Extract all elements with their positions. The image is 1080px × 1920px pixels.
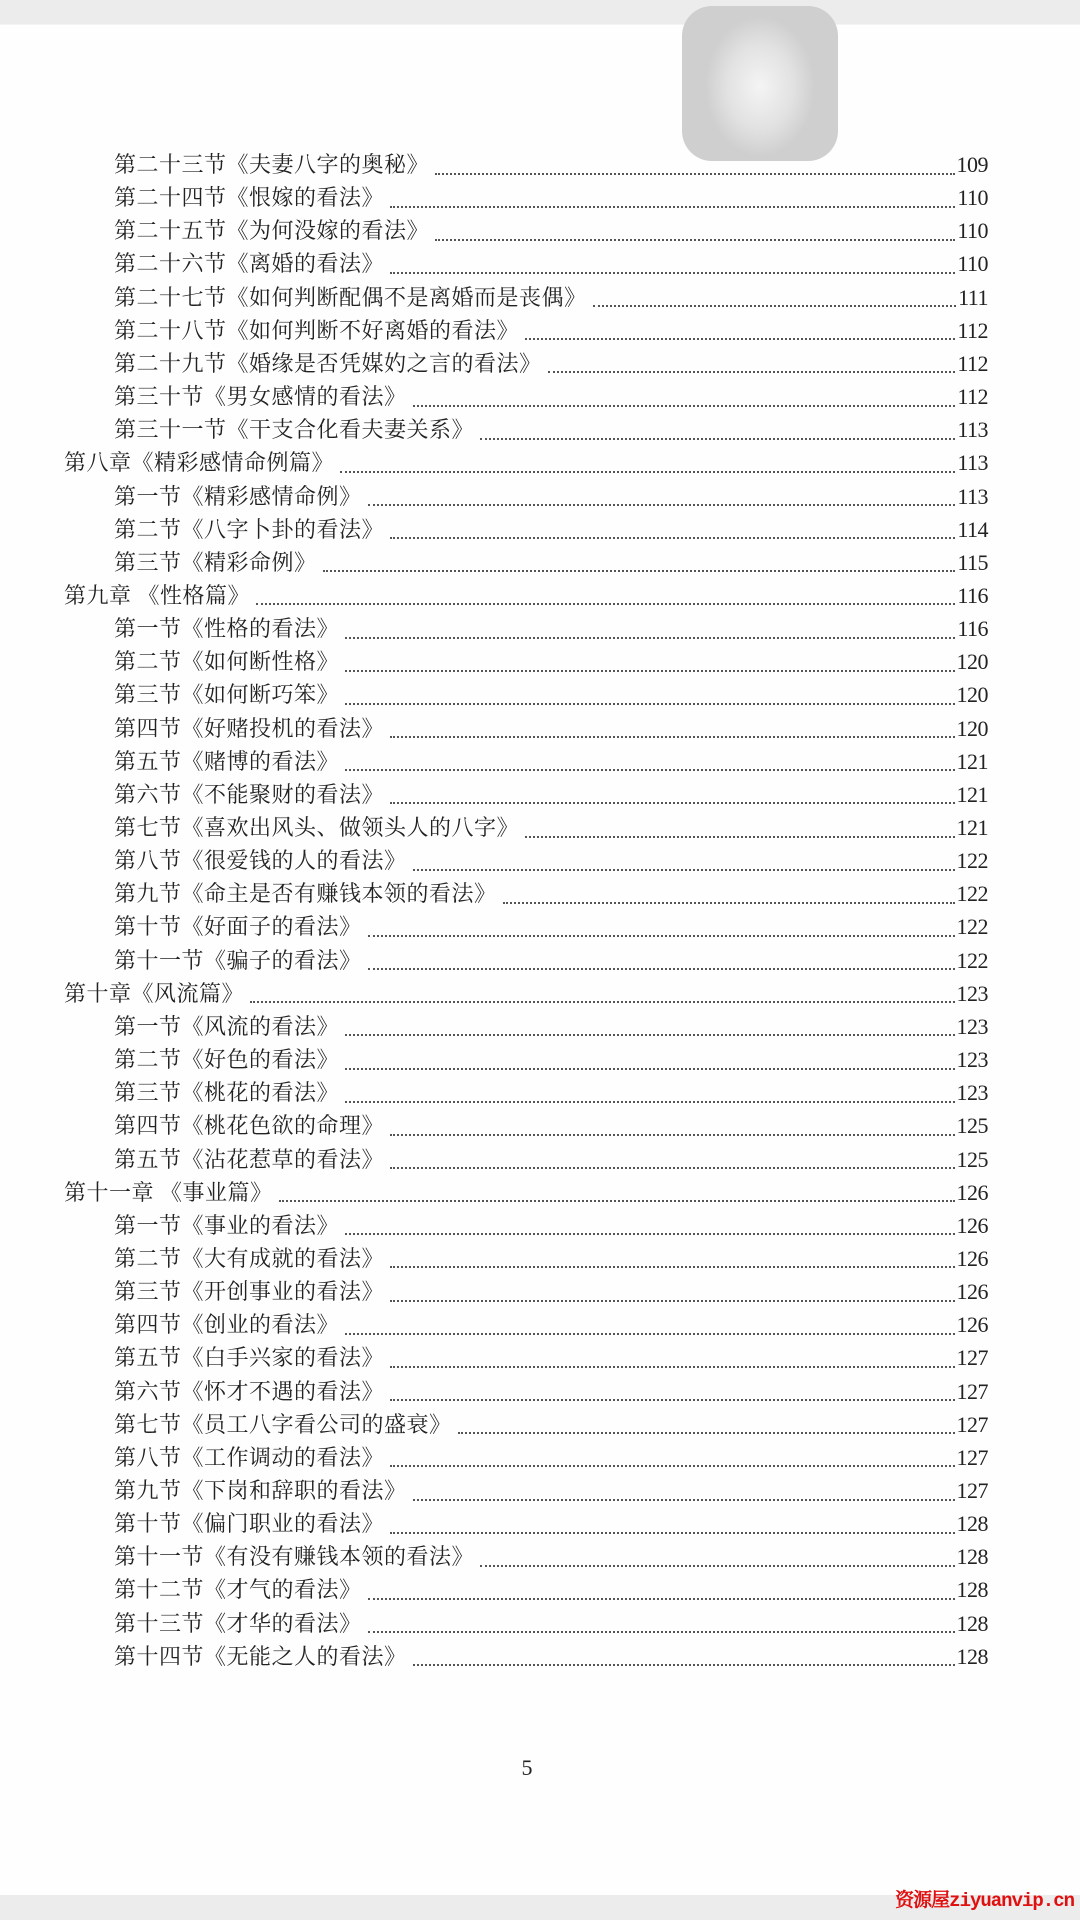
dot-leader bbox=[368, 933, 955, 937]
toc-entry-page: 112 bbox=[957, 350, 988, 376]
toc-entry-title: 第四节《好赌投机的看法》 bbox=[114, 715, 385, 741]
dot-leader bbox=[458, 1430, 955, 1434]
dot-leader bbox=[413, 1497, 955, 1501]
toc-section-row[interactable] bbox=[114, 181, 988, 214]
toc-entry-title: 第三节《开创事业的看法》 bbox=[114, 1279, 385, 1305]
top-status-bar bbox=[0, 0, 1080, 25]
toc-entry-title: 第二十八节《如何判断不好离婚的看法》 bbox=[114, 317, 520, 343]
dot-leader bbox=[480, 436, 955, 440]
dot-leader bbox=[256, 601, 955, 605]
toc-entry-page: 120 bbox=[956, 715, 988, 741]
dot-leader bbox=[345, 1066, 954, 1070]
toc-chapter-row[interactable] bbox=[64, 579, 988, 612]
toc-entry-title: 第五节《沾花惹草的看法》 bbox=[114, 1146, 385, 1172]
toc-entry-page: 122 bbox=[956, 947, 988, 973]
toc-entry-title: 第二十五节《为何没嫁的看法》 bbox=[114, 218, 430, 244]
toc-entry-page: 125 bbox=[956, 1146, 988, 1172]
toc-entry-page: 127 bbox=[956, 1378, 988, 1404]
toc-entry-title: 第二节《如何断性格》 bbox=[114, 649, 340, 675]
toc-section-row[interactable] bbox=[114, 1010, 988, 1043]
dot-leader bbox=[390, 1132, 954, 1136]
toc-entry-title: 第一节《精彩感情命例》 bbox=[114, 483, 362, 509]
toc-entry-page: 114 bbox=[957, 516, 988, 542]
toc-entry-page: 127 bbox=[956, 1345, 988, 1371]
toc-entry-page: 112 bbox=[957, 317, 988, 343]
dot-leader bbox=[525, 336, 955, 340]
toc-entry-title: 第九章 《性格篇》 bbox=[64, 582, 251, 608]
toc-entry-title: 第八节《工作调动的看法》 bbox=[114, 1444, 385, 1470]
toc-entry-page: 128 bbox=[956, 1643, 988, 1669]
toc-section-row[interactable] bbox=[114, 1540, 988, 1573]
toc-entry-page: 127 bbox=[956, 1444, 988, 1470]
dot-leader bbox=[279, 1198, 955, 1202]
toc-entry-title: 第十章《风流篇》 bbox=[64, 980, 245, 1006]
toc-entry-page: 126 bbox=[956, 1212, 988, 1238]
toc-entry-title: 第三节《精彩命例》 bbox=[114, 549, 317, 575]
dot-leader bbox=[345, 701, 954, 705]
dot-leader bbox=[390, 535, 955, 539]
dot-leader bbox=[390, 734, 954, 738]
toc-entry-title: 第十三节《才华的看法》 bbox=[114, 1610, 362, 1636]
toc-section-row[interactable] bbox=[114, 347, 988, 380]
toc-entry-page: 126 bbox=[956, 1245, 988, 1271]
toc-section-row[interactable] bbox=[114, 1308, 988, 1341]
dot-leader bbox=[345, 668, 954, 672]
toc-entry-title: 第十一节《骗子的看法》 bbox=[114, 947, 362, 973]
toc-entry-title: 第六节《怀才不遇的看法》 bbox=[114, 1378, 385, 1404]
toc-chapter-row[interactable] bbox=[64, 1176, 988, 1209]
toc-entry-title: 第八章《精彩感情命例篇》 bbox=[64, 450, 335, 476]
page-number: 5 bbox=[521, 1755, 533, 1780]
dot-leader bbox=[368, 1596, 955, 1600]
dot-leader bbox=[503, 900, 955, 904]
toc-entry-page: 110 bbox=[957, 251, 988, 277]
dot-leader bbox=[413, 403, 956, 407]
toc-entry-title: 第一节《风流的看法》 bbox=[114, 1013, 340, 1039]
toc-entry-page: 128 bbox=[956, 1577, 988, 1603]
toc-entry-title: 第五节《白手兴家的看法》 bbox=[114, 1345, 385, 1371]
toc-chapter-row[interactable] bbox=[64, 977, 988, 1010]
toc-entry-title: 第十四节《无能之人的看法》 bbox=[114, 1643, 407, 1669]
dot-leader bbox=[390, 204, 955, 208]
toc-section-row[interactable] bbox=[114, 811, 988, 844]
dot-leader bbox=[345, 1331, 954, 1335]
toc-entry-page: 122 bbox=[956, 848, 988, 874]
toc-section-row[interactable] bbox=[114, 1275, 988, 1308]
toc-entry-title: 第三节《如何断巧笨》 bbox=[114, 682, 340, 708]
dot-leader bbox=[413, 867, 955, 871]
toc-entry-page: 111 bbox=[958, 284, 988, 310]
dot-leader bbox=[345, 1231, 954, 1235]
dot-leader bbox=[390, 1463, 954, 1467]
toc-section-row[interactable] bbox=[114, 1640, 988, 1673]
toc-entry-page: 128 bbox=[956, 1511, 988, 1537]
toc-entry-title: 第二节《大有成就的看法》 bbox=[114, 1245, 385, 1271]
dot-leader bbox=[390, 1165, 954, 1169]
toc-entry-title: 第六节《不能聚财的看法》 bbox=[114, 781, 385, 807]
toc-entry-page: 120 bbox=[956, 649, 988, 675]
dot-leader bbox=[345, 1099, 954, 1103]
toc-entry-page: 123 bbox=[956, 1080, 988, 1106]
toc-section-row[interactable] bbox=[114, 645, 988, 678]
toc-section-row[interactable] bbox=[114, 944, 988, 977]
toc-section-row[interactable] bbox=[114, 745, 988, 778]
toc-entry-title: 第九节《下岗和辞职的看法》 bbox=[114, 1478, 407, 1503]
toc-entry-title: 第三十一节《干支合化看夫妻关系》 bbox=[114, 417, 475, 443]
dot-leader bbox=[368, 966, 955, 970]
dot-leader bbox=[525, 834, 954, 838]
dot-leader bbox=[345, 767, 954, 771]
toc-entry-page: 126 bbox=[956, 1312, 988, 1338]
toc-section-row[interactable] bbox=[114, 413, 988, 446]
toc-section-row[interactable] bbox=[114, 1209, 988, 1242]
toc-section-row[interactable] bbox=[114, 214, 988, 247]
dot-leader bbox=[368, 502, 956, 506]
toc-section-row[interactable] bbox=[114, 148, 988, 181]
toc-section-row[interactable] bbox=[114, 612, 988, 645]
toc-entry-page: 126 bbox=[956, 1279, 988, 1305]
dot-leader bbox=[250, 999, 954, 1003]
toc-entry-page: 128 bbox=[956, 1610, 988, 1636]
dot-leader bbox=[435, 237, 955, 241]
toc-entry-title: 第十一节《有没有赚钱本领的看法》 bbox=[114, 1544, 475, 1570]
floating-assistive-button[interactable] bbox=[682, 6, 838, 161]
toc-section-row[interactable] bbox=[114, 1607, 988, 1640]
dot-leader bbox=[390, 1530, 954, 1534]
toc-entry-title: 第二十六节《离婚的看法》 bbox=[114, 251, 385, 277]
toc-section-row[interactable] bbox=[114, 712, 988, 745]
toc-entry-title: 第一节《事业的看法》 bbox=[114, 1212, 340, 1238]
toc-section-row[interactable] bbox=[114, 678, 988, 711]
dot-leader bbox=[390, 1298, 954, 1302]
toc-section-row[interactable] bbox=[114, 1242, 988, 1275]
dot-leader bbox=[345, 1032, 954, 1036]
toc-section-row[interactable] bbox=[114, 910, 988, 943]
dot-leader bbox=[390, 800, 954, 804]
dot-leader bbox=[390, 270, 955, 274]
toc-entry-title: 第二十三节《夫妻八字的奥秘》 bbox=[114, 152, 430, 177]
toc-entry-page: 123 bbox=[956, 1013, 988, 1039]
toc-section-row[interactable] bbox=[114, 247, 988, 280]
toc-entry-page: 116 bbox=[957, 582, 988, 608]
toc-entry-title: 第三十节《男女感情的看法》 bbox=[114, 384, 407, 410]
toc-section-row[interactable] bbox=[114, 877, 988, 910]
toc-entry-title: 第五节《赌博的看法》 bbox=[114, 748, 340, 774]
watermark: 资源屋ziyuanvip.cn bbox=[895, 1890, 1074, 1912]
toc-entry-page: 127 bbox=[956, 1411, 988, 1437]
dot-leader bbox=[390, 1364, 954, 1368]
dot-leader bbox=[593, 303, 957, 307]
toc-section-row[interactable] bbox=[114, 1341, 988, 1374]
toc-chapter-row[interactable] bbox=[64, 446, 988, 479]
toc-entry-title: 第十节《好面子的看法》 bbox=[114, 914, 362, 940]
dot-leader bbox=[480, 1563, 954, 1567]
toc-entry-page: 110 bbox=[957, 218, 988, 244]
dot-leader bbox=[548, 369, 956, 373]
toc-entry-title: 第四节《桃花色欲的命理》 bbox=[114, 1113, 385, 1139]
toc-entry-page: 113 bbox=[957, 450, 988, 476]
toc-entry-page: 112 bbox=[957, 384, 988, 410]
toc-entry-page: 127 bbox=[956, 1478, 988, 1503]
toc-section-row[interactable] bbox=[114, 1043, 988, 1076]
toc-section-row[interactable] bbox=[114, 480, 988, 513]
toc-section-row[interactable] bbox=[114, 1441, 988, 1474]
toc-entry-title: 第二十九节《婚缘是否凭媒妁之言的看法》 bbox=[114, 350, 542, 376]
toc-entry-page: 122 bbox=[956, 914, 988, 940]
toc-entry-title: 第八节《很爱钱的人的看法》 bbox=[114, 848, 407, 874]
toc-entry-title: 第一节《性格的看法》 bbox=[114, 616, 340, 642]
toc-section-row[interactable] bbox=[114, 1408, 988, 1441]
toc-entry-page: 121 bbox=[956, 781, 988, 807]
toc-section-row[interactable] bbox=[114, 314, 988, 347]
toc-entry-page: 123 bbox=[956, 1047, 988, 1073]
toc-section-row[interactable] bbox=[114, 380, 988, 413]
dot-leader bbox=[435, 171, 954, 175]
toc-section-row[interactable] bbox=[114, 1507, 988, 1540]
toc-entry-title: 第二十七节《如何判断配偶不是离婚而是丧偶》 bbox=[114, 284, 587, 310]
toc-entry-page: 125 bbox=[956, 1113, 988, 1139]
toc-entry-title: 第十二节《才气的看法》 bbox=[114, 1577, 362, 1603]
dot-leader bbox=[390, 1397, 954, 1401]
toc-entry-title: 第二节《八字卜卦的看法》 bbox=[114, 516, 385, 542]
toc-entry-title: 第九节《命主是否有赚钱本领的看法》 bbox=[114, 881, 497, 907]
toc-entry-page: 123 bbox=[956, 980, 988, 1006]
toc-entry-page: 128 bbox=[956, 1544, 988, 1570]
toc-entry-page: 121 bbox=[956, 748, 988, 774]
toc-entry-page: 109 bbox=[956, 152, 988, 177]
dot-leader bbox=[323, 568, 956, 572]
dot-leader bbox=[390, 1264, 954, 1268]
dot-leader bbox=[413, 1662, 955, 1666]
toc-entry-page: 120 bbox=[956, 682, 988, 708]
toc-section-row[interactable] bbox=[114, 1375, 988, 1408]
toc-entry-page: 113 bbox=[957, 483, 988, 509]
toc-entry-title: 第七节《喜欢出风头、做领头人的八字》 bbox=[114, 815, 520, 840]
toc-entry-page: 126 bbox=[956, 1179, 988, 1205]
toc-section-row[interactable] bbox=[114, 844, 988, 877]
toc-entry-title: 第四节《创业的看法》 bbox=[114, 1312, 340, 1338]
toc-entry-page: 116 bbox=[957, 616, 988, 642]
toc-entry-page: 122 bbox=[956, 881, 988, 907]
dot-leader bbox=[345, 635, 955, 639]
toc-section-row[interactable] bbox=[114, 1109, 988, 1142]
toc-entry-title: 第十节《偏门职业的看法》 bbox=[114, 1511, 385, 1537]
toc-entry-page: 110 bbox=[957, 185, 988, 211]
toc-section-row[interactable] bbox=[114, 281, 988, 314]
toc-section-row[interactable] bbox=[114, 513, 988, 546]
toc-entry-title: 第三节《桃花的看法》 bbox=[114, 1080, 340, 1106]
toc-section-row[interactable] bbox=[114, 778, 988, 811]
dot-leader bbox=[368, 1629, 955, 1633]
toc-entry-page: 113 bbox=[957, 417, 988, 443]
toc-entry-title: 第二节《好色的看法》 bbox=[114, 1047, 340, 1073]
toc-entry-title: 第二十四节《恨嫁的看法》 bbox=[114, 185, 385, 211]
toc-entry-title: 第十一章 《事业篇》 bbox=[64, 1179, 273, 1205]
toc-entry-page: 121 bbox=[956, 815, 988, 840]
toc-section-row[interactable] bbox=[114, 1143, 988, 1176]
toc-entry-title: 第七节《员工八字看公司的盛衰》 bbox=[114, 1411, 452, 1437]
toc-section-row[interactable] bbox=[114, 1573, 988, 1606]
dot-leader bbox=[340, 469, 955, 473]
toc-section-row[interactable] bbox=[114, 1076, 988, 1109]
toc-section-row[interactable] bbox=[114, 1474, 988, 1507]
toc-section-row[interactable] bbox=[114, 546, 988, 579]
toc-entry-page: 115 bbox=[957, 549, 988, 575]
